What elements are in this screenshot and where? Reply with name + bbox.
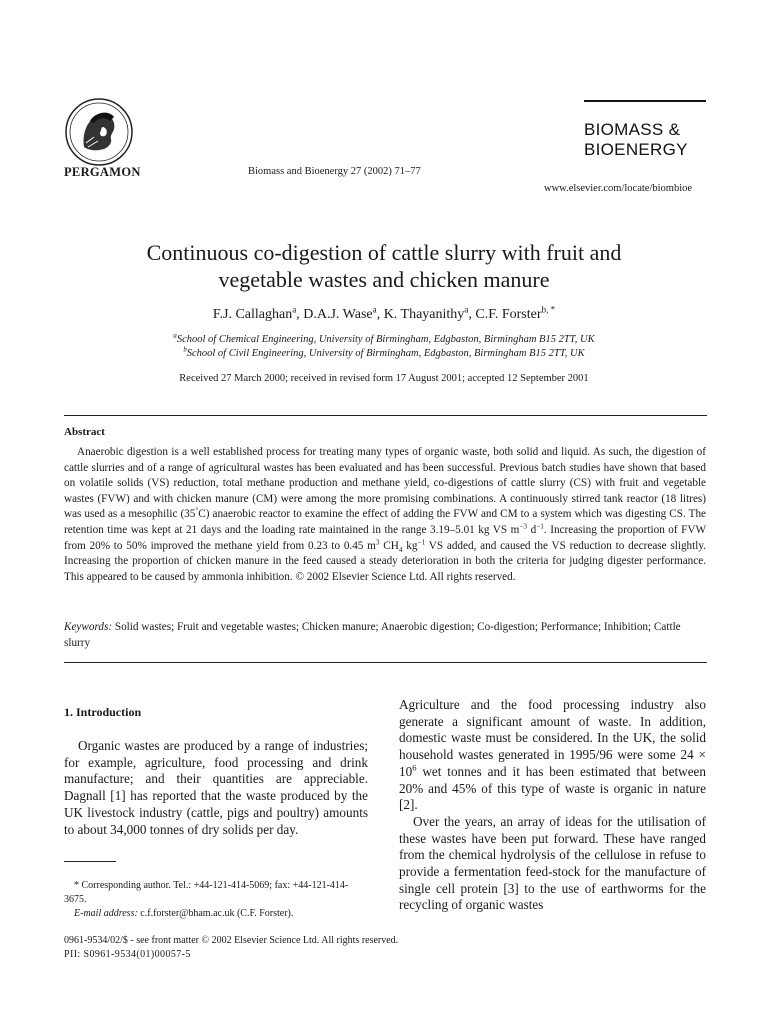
author-affil-mark: a (372, 304, 377, 315)
affiliation-a (60, 334, 708, 345)
journal-citation: Biomass and Bioenergy 27 (2002) 71–77 (248, 166, 421, 177)
keywords (64, 620, 706, 651)
article-title (60, 239, 708, 293)
intro-paragraph: Agriculture and the food processing industry also generate a significant amount of waste. In addition, domestic waste must be considered. In the UK, the solid household wastes generated in 1995/96 were some $24 \times 10^6$ wet tonnes and it has been estimated that between 20% and 45% of this type of waste is organic in nature [2]. (399, 697, 706, 813)
copyright-line: 0961-9534/02/$ - see front matter © 2002 Elsevier Science Ltd. All rights reserved. (64, 935, 399, 946)
affiliation-mark: a (173, 332, 177, 340)
intro-paragraph: Over the years, an array of ideas for the utilisation of these wastes have been put forward. These have ranged from the chemical hydrolysis of the cellulose in refuse to provide a fermentation feed-stock for the manufacture of single cell protein [3] to the use of earthworms for the recycling of organic wastes (399, 813, 706, 913)
section-heading-introduction: 1. Introduction (64, 705, 142, 719)
author-affil-mark: a (292, 304, 297, 315)
pii-line: PII: S0961-9534(01)00057-5 (64, 949, 191, 960)
intro-right-column (399, 697, 706, 914)
author-name: K. Thayanithy (383, 307, 465, 322)
pergamon-logo-icon (64, 97, 134, 167)
author-name: C.F. Forster (475, 307, 542, 322)
divider-top (64, 415, 707, 416)
affiliation-text: School of Civil Engineering, University of Birmingham, Edgbaston, Birmingham B15 2TT, UK (186, 348, 585, 359)
divider-bottom (64, 662, 707, 663)
keywords-label: Keywords: (64, 621, 113, 633)
affiliation-text: School of Chemical Engineering, University of Birmingham, Edgbaston, Birmingham B15 2TT, UK (176, 334, 595, 345)
author-list: F.J. Callaghan$^a$, D.A.J. Wase$^a$, K. Thayanithy$^a$, C.F. Forster$^{b, *}$ (212, 304, 556, 322)
footnote-divider (64, 861, 116, 862)
email-label: E-mail address: (74, 908, 138, 919)
journal-url-link[interactable]: www.elsevier.com/locate/biombioe (544, 183, 693, 194)
email-footnote (64, 907, 368, 921)
journal-divider (584, 100, 706, 102)
author-name: D.A.J. Wase (303, 307, 373, 322)
email-text[interactable]: c.f.forster@bham.ac.uk (C.F. Forster). (137, 908, 294, 919)
received-dates: Received 27 March 2000; received in revised form 17 August 2001; accepted 12 September 2001 (179, 373, 589, 384)
keywords-text: Solid wastes; Fruit and vegetable wastes; Chicken manure; Anaerobic digestion; Co-digestion; Performance; Inhibition; Cattle slurry (64, 621, 681, 649)
abstract-heading: Abstract (64, 426, 105, 438)
journal-title-line-1: BIOMASS & (584, 120, 681, 139)
author-affil-mark: a (464, 304, 469, 315)
corresponding-author-footnote: * Corresponding author. Tel.: +44-121-414-5069; fax: +44-121-414-3675. (64, 880, 349, 905)
affiliation-b (60, 348, 708, 359)
author-name: F.J. Callaghan (212, 307, 293, 322)
intro-left-column: Organic wastes are produced by a range of industries; for example, agriculture, food processing and drink manufacture; and their quantities are appreciable. Dagnall [1] has reported that the waste produced by the UK livestock industry (cattle, pigs and poultry) amounts to about 34,000 tonnes of dry solids per day. (64, 738, 368, 837)
abstract-body: Anaerobic digestion is a well established process for treating many types of organic waste, both solid and liquid. As such, the digestion of cattle slurries and of a range of agricultural wastes has been evaluated and has been successful. Previous batch studies have shown that based on volatile solids (VS) reduction, total methane production and methane yield, co-digestions of cattle slurry (CS) with fruit and vegetable wastes (FVW) and with chicken manure (CM) were among the more promising combinations. A continuously stirred tank reactor (18 litres) was used as a mesophilic (35°C) anaerobic reactor to examine the effect of adding the FVW and CM to a system which was digesting CS. The retention time was kept at 21 days and the loading rate maintained in the range 3.19–5.01 kg VS $m^{-3}$ $d^{-1}$. Increasing the proportion of FVW from 20% to 50% improved the methane yield from 0.23 to 0.45 $m^3$ $CH_4$ $kg^{-1}$ VS added, and caused the VS reduction to decrease slightly. Increasing the proportion of chicken manure in the feed caused a steady deterioration in both the criteria for judging digester performance. This appeared to be caused by ammonia inhibition. © 2002 Elsevier Science Ltd. All rights reserved. (64, 446, 707, 583)
title-line-2: vegetable wastes and chicken manure (218, 267, 550, 292)
title-line-1: Continuous co-digestion of cattle slurry with fruit and (146, 240, 622, 265)
journal-title (584, 120, 688, 160)
author-affil-mark: b, * (541, 304, 556, 315)
affiliation-mark: b (183, 346, 187, 354)
publisher-name: PERGAMON (64, 165, 141, 179)
journal-title-line-2: BIOENERGY (584, 140, 688, 159)
